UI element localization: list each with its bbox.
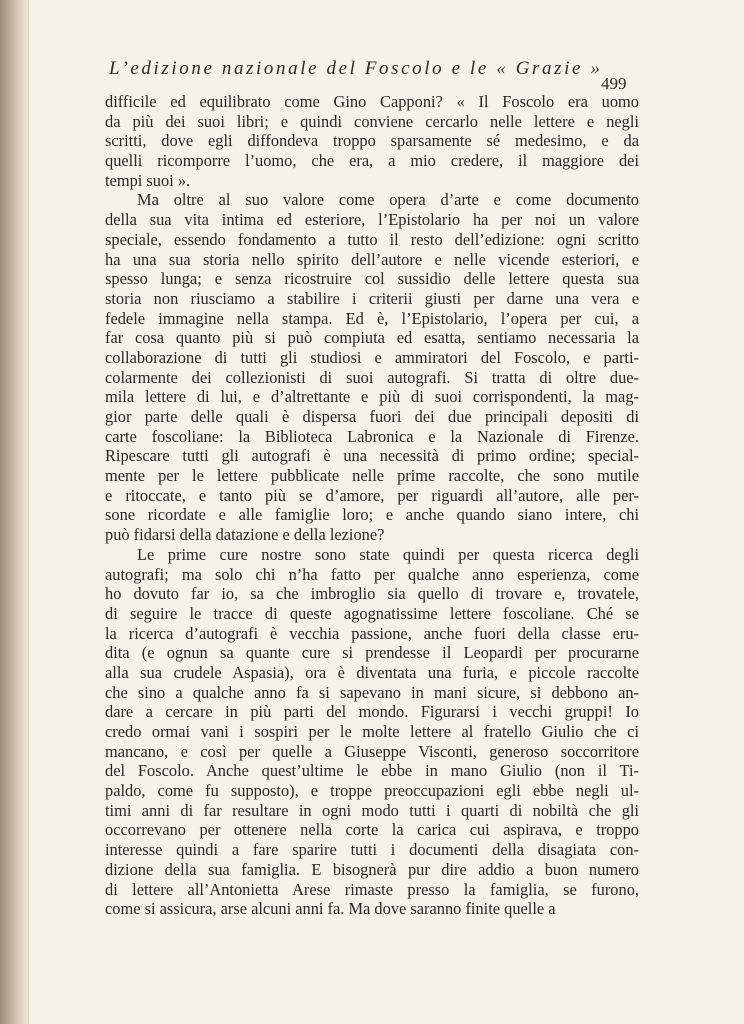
text-line: come si assicura, arse alcuni anni fa. Ma dove saranno finite quelle a (105, 899, 556, 919)
paragraph (105, 190, 639, 544)
text-line: del Foscolo. Anche quest’ultime le ebbe in mano Giulio (non il Ti- (105, 761, 639, 781)
text-line: scritti, dove egli diffondeva troppo sparsamente sé medesimo, e da (105, 131, 639, 151)
text-line: timi anni di far resultare in ogni modo tutti i quarti di nobiltà che gli (105, 800, 639, 820)
text-line: ho dovuto far io, sa che imbroglio sia quello di trovare e, trovatele, (105, 584, 639, 604)
book-page (28, 0, 744, 1024)
text-line: spesso lunga; e senza ricostruire col sussidio delle lettere questa sua (105, 269, 639, 289)
page-number: 499 (601, 74, 627, 93)
text-line: di lettere all’Antonietta Arese rimaste presso la famiglia, se furono, (105, 879, 639, 899)
body-text (105, 92, 639, 919)
text-line: gior parte delle quali è dispersa fuori dei due principali depositi di (105, 407, 639, 426)
text-line: credo ormai vani i sospiri per le molte lettere al fratello Giulio che ci (105, 722, 639, 741)
text-line: e ritoccate, e tanto più se d’amore, per riguardi all’autore, alle per- (105, 485, 639, 505)
text-line: difficile ed equilibrato come Gino Capponi? « Il Foscolo era uomo (105, 92, 639, 111)
text-line: tempi suoi ». (105, 170, 191, 190)
text-line: alla sua crudele Aspasia), ora è diventata una furia, e piccole raccolte (105, 662, 639, 682)
text-line: da più dei suoi libri; e quindi conviene cercarlo nelle lettere e negli (105, 111, 639, 131)
text-line: sone ricordate e alle famiglie loro; e anche quando siano intere, chi (105, 505, 639, 525)
text-line: speciale, essendo fondamento a tutto il resto dell’edizione: ogni scritto (105, 229, 639, 249)
text-line: Ripescare tutti gli autografi è una necessità di primo ordine; special- (105, 446, 639, 466)
text-line: la ricerca d’autografi è vecchia passione, anche fuori della classe eru- (105, 623, 639, 643)
text-line: dita (e ognun sa quante cure si prendesse il Leopardi per procurarne (105, 643, 639, 663)
text-line: autografi; ma solo chi n’ha fatto per qualche anno esperienza, come (105, 564, 639, 584)
text-line: della sua vita intima ed esteriore, l’Epistolario ha per noi un valore (105, 210, 639, 230)
text-line: interesse quindi a fare sparire tutti i documenti della disagiata con- (105, 840, 639, 860)
text-line: paldo, come fu supposto), e troppe preoccupazioni egli ebbe negli ul- (105, 781, 639, 801)
text-line: far cosa quanto più si può compiuta ed esatta, sentiamo necessaria la (105, 328, 639, 348)
text-line: mila lettere di lui, e d’altrettante e più di suoi corrispondenti, la mag- (105, 387, 639, 407)
text-line: mente per le lettere pubblicate nelle prime raccolte, che sono mutile (105, 466, 639, 486)
text-line: quelli ricomporre l’uomo, che era, a mio credere, il maggiore dei (105, 151, 639, 171)
running-head: L’edizione nazionale del Foscolo e le « Grazie » (109, 58, 603, 79)
text-line: ha una sua storia nello spirito dell’autore e nelle vicende esteriori, e (105, 249, 639, 269)
text-line: può fidarsi della datazione e della lezione? (105, 525, 385, 545)
text-line: dizione della sua famiglia. E bisognerà pur dire addio a buon numero (105, 859, 639, 879)
text-line: mancano, e così per quelle a Giuseppe Visconti, generoso soccorritore (105, 741, 639, 761)
text-line: dare a cercare in più parti del mondo. Figurarsi i vecchi gruppi! Io (105, 702, 639, 722)
paragraph (105, 92, 639, 190)
text-line: collaborazione di tutti gli studiosi e ammiratori del Foscolo, e parti- (105, 347, 639, 367)
text-line: carte foscoliane: la Biblioteca Labronica e la Nazionale di Firenze. (105, 426, 639, 446)
text-line: Le prime cure nostre sono state quindi per questa ricerca degli (137, 544, 639, 564)
text-line: occorrevano per ottenere nella corte la carica cui aspirava, e troppo (105, 820, 639, 840)
text-line: colarmente dei collezionisti di suoi autografi. Si tratta di oltre due- (105, 367, 639, 387)
text-line: storia non riusciamo a stabilire i criterii giusti per darne una vera e (105, 288, 639, 308)
text-line: che sino a qualche anno fa si sapevano in mani sicure, si debbono an- (105, 682, 639, 702)
text-line: Ma oltre al suo valore come opera d’arte e come documento (137, 190, 639, 210)
paragraph (105, 545, 639, 919)
text-line: di seguire le tracce di queste agognatissime lettere foscoliane. Ché se (105, 603, 639, 623)
text-line: fedele immagine nella stampa. Ed è, l’Epistolario, l’opera per cui, a (105, 308, 639, 328)
